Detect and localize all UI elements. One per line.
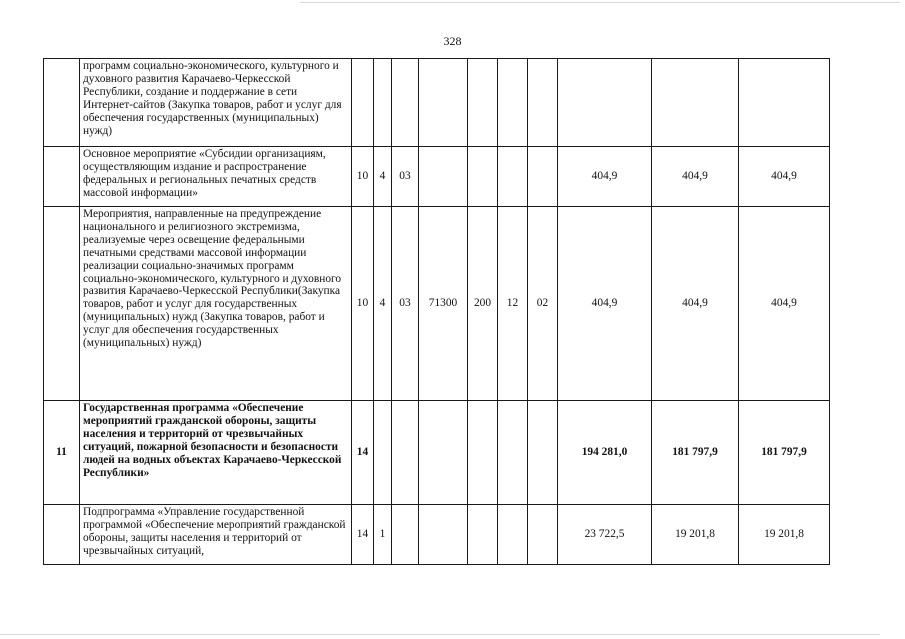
scan-artifact-line (0, 634, 880, 635)
section-code-cell: 10 (352, 147, 374, 207)
table-row (44, 207, 830, 401)
expense-type-code-cell (468, 147, 498, 207)
code-cell-7 (528, 59, 558, 147)
code-cell-6 (498, 401, 528, 505)
row-number-cell: 11 (44, 401, 80, 505)
item-name-cell: Основное мероприятие «Субсидии организациям, осуществляющим издание и распространение федеральных и региональных печатных средств массовой информации» (80, 147, 352, 207)
subsection-code-cell: 1 (374, 505, 392, 565)
item-name-cell: Подпрограмма «Управление государственной программой «Обеспечение мероприятий гражданской обороны, защиты населения и территорий от чрезвычайных ситуаций, (80, 505, 352, 565)
item-name-cell: программ социально-экономического, культурного и духовного развития Карачаево-Черкесской Республики, создание и поддержание в сети Интернет-сайтов (Закупка товаров, работ и услуг для обеспечения государственных (муниципальных) нужд) (80, 59, 352, 147)
amount-year-1-cell: 194 281,0 (558, 401, 652, 505)
code-cell-7 (528, 401, 558, 505)
amount-year-1-cell: 404,9 (558, 207, 652, 401)
code-cell-7 (528, 505, 558, 565)
amount-year-1-cell (558, 59, 652, 147)
section-code-cell: 14 (352, 401, 374, 505)
code-cell-6 (498, 505, 528, 565)
direction-code-cell: 71300 (419, 207, 468, 401)
amount-year-3-cell (739, 59, 830, 147)
subsection-code-cell: 4 (374, 147, 392, 207)
table-row (44, 401, 830, 505)
expense-type-code-cell: 200 (468, 207, 498, 401)
amount-year-1-cell: 23 722,5 (558, 505, 652, 565)
amount-year-3-cell: 404,9 (739, 207, 830, 401)
program-code-cell (392, 401, 419, 505)
row-number-cell (44, 147, 80, 207)
budget-table (43, 58, 830, 565)
amount-year-3-cell: 181 797,9 (739, 401, 830, 505)
code-cell-6: 12 (498, 207, 528, 401)
expense-type-code-cell (468, 401, 498, 505)
subsection-code-cell (374, 401, 392, 505)
code-cell-7 (528, 147, 558, 207)
section-code-cell (352, 59, 374, 147)
subsection-code-cell: 4 (374, 207, 392, 401)
amount-year-2-cell: 181 797,9 (652, 401, 739, 505)
amount-year-2-cell: 404,9 (652, 147, 739, 207)
page-number: 328 (443, 34, 462, 48)
program-code-cell (392, 59, 419, 147)
table-row (44, 59, 830, 147)
row-number-cell (44, 207, 80, 401)
item-name-cell: Мероприятия, направленные на предупреждение национального и религиозного экстремизма, реализуемые через освещение федеральными печатными средствами массовой информации реализации социально-значимых программ социально-экономического, культурного и духовного развития Карачаево-Черкесской Республики(Закупка товаров, работ и услуг для государственных (муниципальных) нужд (Закупка товаров, работ и услуг для обеспечения государственных (муниципальных) нужд) (80, 207, 352, 401)
amount-year-2-cell: 404,9 (652, 207, 739, 401)
code-cell-6 (498, 59, 528, 147)
section-code-cell: 14 (352, 505, 374, 565)
row-number-cell (44, 59, 80, 147)
subsection-code-cell (374, 59, 392, 147)
program-code-cell: 03 (392, 207, 419, 401)
table-row (44, 505, 830, 565)
expense-type-code-cell (468, 505, 498, 565)
amount-year-2-cell: 19 201,8 (652, 505, 739, 565)
amount-year-3-cell: 404,9 (739, 147, 830, 207)
scan-artifact-line (300, 2, 900, 3)
direction-code-cell (419, 147, 468, 207)
section-code-cell: 10 (352, 207, 374, 401)
row-number-cell (44, 505, 80, 565)
direction-code-cell (419, 505, 468, 565)
table-row (44, 147, 830, 207)
code-cell-6 (498, 147, 528, 207)
program-code-cell: 03 (392, 147, 419, 207)
program-code-cell (392, 505, 419, 565)
amount-year-3-cell: 19 201,8 (739, 505, 830, 565)
code-cell-7: 02 (528, 207, 558, 401)
expense-type-code-cell (468, 59, 498, 147)
amount-year-1-cell: 404,9 (558, 147, 652, 207)
item-name-cell: Государственная программа «Обеспечение мероприятий гражданской обороны, защиты населения и территорий от чрезвычайных ситуаций, пожарной безопасности и безопасности людей на водных объектах Карачаево-Черкесской Республики» (80, 401, 352, 505)
direction-code-cell (419, 59, 468, 147)
amount-year-2-cell (652, 59, 739, 147)
direction-code-cell (419, 401, 468, 505)
